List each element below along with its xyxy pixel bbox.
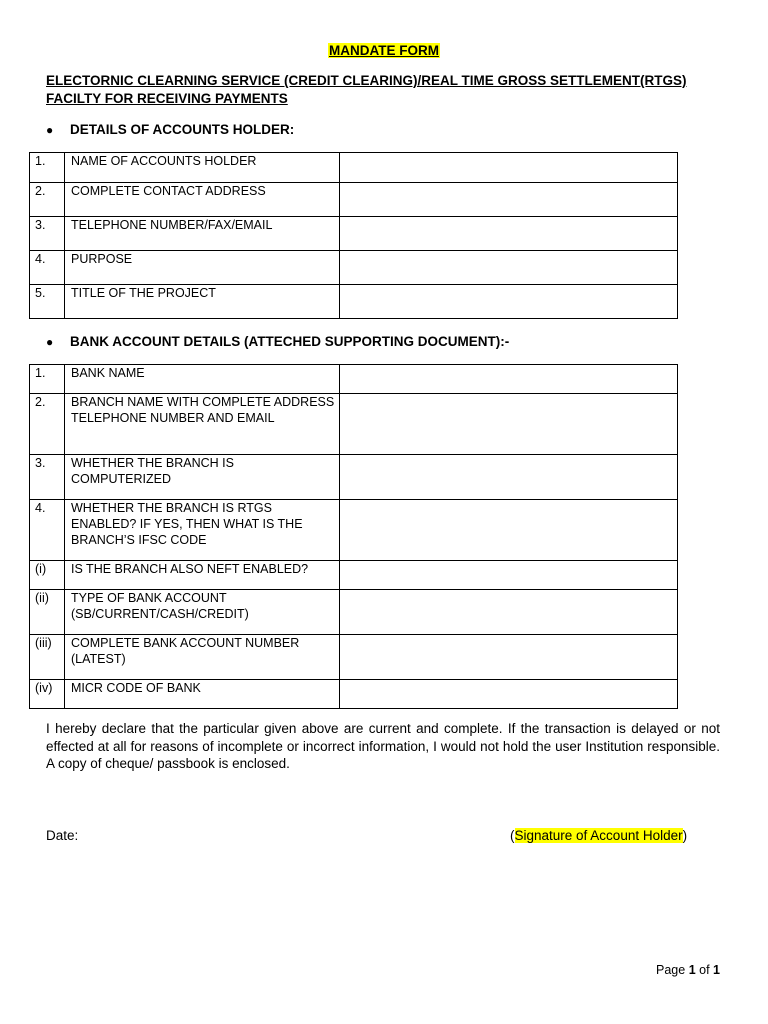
row-label: MICR CODE OF BANK — [65, 680, 340, 709]
table-row — [30, 680, 678, 709]
row-number: 2. — [30, 183, 65, 217]
bank-details-table — [29, 364, 678, 709]
row-label: WHETHER THE BRANCH IS COMPUTERIZED — [65, 455, 340, 500]
row-value-field[interactable] — [340, 183, 678, 217]
row-label: PURPOSE — [65, 251, 340, 285]
row-number: (ii) — [30, 590, 65, 635]
row-value-field[interactable] — [340, 561, 678, 590]
signature-label: (Signature of Account Holder) — [510, 828, 688, 843]
row-label: BRANCH NAME WITH COMPLETE ADDRESS TELEPHONE NUMBER AND EMAIL — [65, 394, 340, 455]
row-value-field[interactable] — [340, 455, 678, 500]
row-number: 4. — [30, 251, 65, 285]
row-value-field[interactable] — [340, 590, 678, 635]
row-number: 4. — [30, 500, 65, 561]
row-label: NAME OF ACCOUNTS HOLDER — [65, 153, 340, 183]
row-value-field[interactable] — [340, 285, 678, 319]
section-accounts-holder-heading: ● DETAILS OF ACCOUNTS HOLDER: — [46, 122, 295, 137]
form-subtitle: ELECTORNIC CLEARNING SERVICE (CREDIT CLEARING)/REAL TIME GROSS SETTLEMENT(RTGS) FACILTY FOR RECEIVING PAYMENTS — [46, 73, 687, 106]
row-value-field[interactable] — [340, 394, 678, 455]
signature-highlight: Signature of Account Holder — [514, 828, 683, 843]
date-label: Date: — [46, 828, 79, 843]
table-row — [30, 153, 678, 183]
table-row — [30, 183, 678, 217]
section-bank-details-heading: ● BANK ACCOUNT DETAILS (ATTECHED SUPPORTING DOCUMENT):- — [46, 334, 510, 349]
table-row — [30, 217, 678, 251]
row-value-field[interactable] — [340, 217, 678, 251]
row-value-field[interactable] — [340, 680, 678, 709]
declaration-text: I hereby declare that the particular given above are current and complete. If the transaction is delayed or not effected at all for reasons of incomplete or incorrect information, I would not hold the user Institution responsible. A copy of cheque/ passbook is enclosed. — [46, 721, 720, 771]
row-number: 1. — [30, 153, 65, 183]
row-label: COMPLETE CONTACT ADDRESS — [65, 183, 340, 217]
row-number: 1. — [30, 365, 65, 394]
table-row — [30, 285, 678, 319]
row-label: COMPLETE BANK ACCOUNT NUMBER (LATEST) — [65, 635, 340, 680]
table-row — [30, 561, 678, 590]
table-row — [30, 365, 678, 394]
row-value-field[interactable] — [340, 251, 678, 285]
row-label: IS THE BRANCH ALSO NEFT ENABLED? — [65, 561, 340, 590]
row-label: WHETHER THE BRANCH IS RTGS ENABLED? IF YES, THEN WHAT IS THE BRANCH’S IFSC CODE — [65, 500, 340, 561]
row-number: (i) — [30, 561, 65, 590]
row-value-field[interactable] — [340, 365, 678, 394]
row-number: (iv) — [30, 680, 65, 709]
row-number: (iii) — [30, 635, 65, 680]
page-number: Page 1 of 1 — [656, 963, 720, 977]
table-row — [30, 251, 678, 285]
table-row — [30, 635, 678, 680]
bullet-icon: ● — [46, 335, 54, 349]
table-row — [30, 455, 678, 500]
row-label: TITLE OF THE PROJECT — [65, 285, 340, 319]
row-number: 3. — [30, 217, 65, 251]
table-row — [30, 590, 678, 635]
row-number: 2. — [30, 394, 65, 455]
form-title: MANDATE FORM — [329, 43, 439, 58]
row-label: TELEPHONE NUMBER/FAX/EMAIL — [65, 217, 340, 251]
row-number: 5. — [30, 285, 65, 319]
row-value-field[interactable] — [340, 153, 678, 183]
accounts-holder-table — [29, 152, 678, 319]
row-label: BANK NAME — [65, 365, 340, 394]
row-value-field[interactable] — [340, 500, 678, 561]
row-label: TYPE OF BANK ACCOUNT (SB/CURRENT/CASH/CREDIT) — [65, 590, 340, 635]
table-row — [30, 394, 678, 455]
row-value-field[interactable] — [340, 635, 678, 680]
row-number: 3. — [30, 455, 65, 500]
bullet-icon: ● — [46, 123, 54, 137]
table-row — [30, 500, 678, 561]
